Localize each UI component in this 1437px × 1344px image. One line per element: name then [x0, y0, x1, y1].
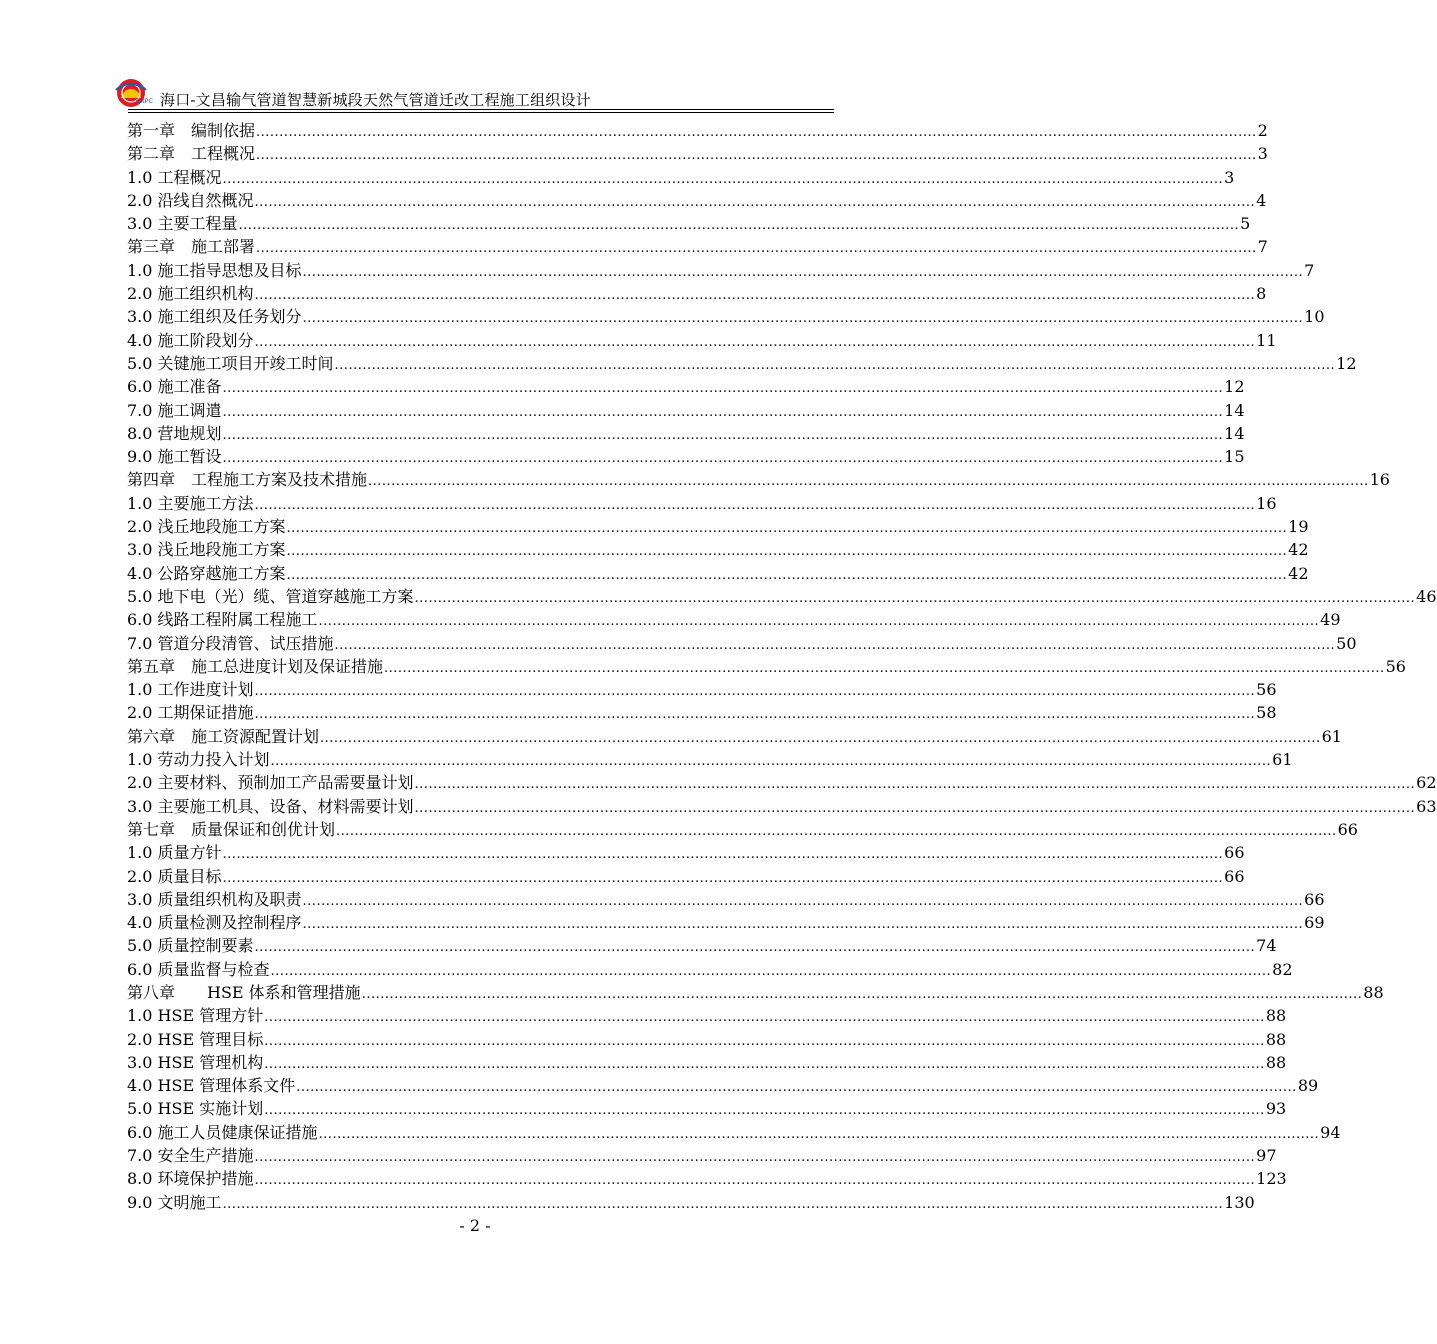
- toc-entry[interactable]: [127, 1121, 1341, 1144]
- toc-entry[interactable]: [127, 678, 1277, 701]
- toc-entry-title: 第七章 质量保证和创优计划: [127, 819, 336, 839]
- toc-dot-leader: [255, 331, 1256, 354]
- toc-entry[interactable]: [127, 468, 1390, 491]
- toc-entry-page: 62: [1416, 773, 1437, 793]
- toc-entry-title: 2.0 主要材料、预制加工产品需要量计划: [127, 773, 414, 793]
- toc-dot-leader: [296, 1076, 1297, 1099]
- toc-dot-leader: [223, 843, 1224, 866]
- toc-dot-leader: [415, 773, 1416, 796]
- toc-entry-title: 6.0 施工人员健康保证措施: [127, 1122, 318, 1142]
- toc-entry-title: 2.0 HSE 管理目标: [127, 1029, 264, 1049]
- toc-entry[interactable]: [127, 981, 1384, 1004]
- toc-entry[interactable]: [127, 1097, 1287, 1120]
- toc-entry-page: 82: [1272, 959, 1293, 979]
- toc-entry-title: 2.0 工期保证措施: [127, 703, 254, 723]
- toc-entry-page: 94: [1320, 1122, 1341, 1142]
- toc-dot-leader: [335, 354, 1336, 377]
- toc-dot-leader: [303, 261, 1304, 284]
- toc-entry-page: 88: [1265, 1052, 1287, 1072]
- cnpc-logo-icon: [112, 76, 154, 108]
- toc-entry[interactable]: [127, 259, 1315, 282]
- toc-entry[interactable]: [127, 608, 1341, 631]
- toc-entry-title: 3.0 主要施工机具、设备、材料需要计划: [127, 796, 414, 816]
- toc-entry[interactable]: [127, 632, 1357, 655]
- toc-entry-page: 66: [1304, 889, 1325, 909]
- toc-entry[interactable]: [127, 142, 1268, 165]
- toc-entry-title: 6.0 质量监督与检查: [127, 959, 270, 979]
- page-header: [112, 74, 834, 114]
- toc-entry[interactable]: [127, 445, 1245, 468]
- toc-entry-page: 8: [1256, 284, 1267, 304]
- toc-entry[interactable]: [127, 538, 1309, 561]
- toc-entry[interactable]: [127, 655, 1406, 678]
- toc-entry-title: 5.0 地下电（光）缆、管道穿越施工方案: [127, 586, 414, 606]
- toc-entry-page: 10: [1304, 307, 1325, 327]
- toc-entry[interactable]: [127, 911, 1325, 934]
- toc-entry-page: 46: [1416, 586, 1437, 606]
- toc-dot-leader: [264, 1006, 1265, 1029]
- toc-entry-page: 2: [1257, 121, 1268, 140]
- toc-entry-title: 6.0 线路工程附属工程施工: [127, 610, 318, 630]
- toc-entry[interactable]: [127, 375, 1245, 398]
- toc-entry-title: 4.0 公路穿越施工方案: [127, 563, 286, 583]
- toc-entry-page: 66: [1224, 843, 1245, 863]
- toc-dot-leader: [336, 820, 1337, 843]
- toc-entry[interactable]: [127, 282, 1267, 305]
- toc-entry-page: 7: [1304, 260, 1315, 280]
- toc-entry[interactable]: [127, 1028, 1287, 1051]
- toc-entry-page: 16: [1369, 470, 1390, 490]
- toc-entry-title: 1.0 HSE 管理方针: [127, 1006, 264, 1026]
- toc-entry-title: 第四章 工程施工方案及技术措施: [127, 470, 368, 490]
- toc-entry[interactable]: [127, 562, 1309, 585]
- toc-entry-title: 2.0 质量目标: [127, 866, 222, 886]
- toc-entry-page: 14: [1224, 400, 1245, 420]
- toc-entry[interactable]: [127, 585, 1437, 608]
- toc-entry-page: 63: [1416, 796, 1437, 816]
- toc-entry-page: 74: [1256, 936, 1277, 956]
- toc-entry-page: 49: [1320, 610, 1341, 630]
- toc-dot-leader: [303, 913, 1304, 936]
- toc-entry-title: 3.0 施工组织及任务划分: [127, 307, 302, 327]
- toc-entry-page: 56: [1256, 680, 1277, 700]
- toc-entry-title: 5.0 HSE 实施计划: [127, 1099, 264, 1119]
- toc-dot-leader: [223, 401, 1224, 424]
- toc-entry-title: 6.0 施工准备: [127, 377, 222, 397]
- toc-entry-page: 12: [1224, 377, 1245, 397]
- header-rule-thin: [128, 112, 834, 113]
- toc-entry[interactable]: [127, 934, 1277, 957]
- toc-entry-title: 8.0 营地规划: [127, 423, 222, 443]
- toc-dot-leader: [271, 750, 1272, 773]
- toc-entry-page: 88: [1265, 1006, 1287, 1026]
- toc-entry-title: 5.0 关键施工项目开竣工时间: [127, 353, 334, 373]
- toc-entry-title: 第六章 施工资源配置计划: [127, 726, 320, 746]
- toc-dot-leader: [255, 494, 1256, 517]
- toc-entry-title: 5.0 质量控制要素: [127, 936, 254, 956]
- toc-entry-page: 15: [1224, 447, 1245, 467]
- toc-entry[interactable]: [127, 235, 1268, 258]
- toc-dot-leader: [287, 540, 1288, 563]
- toc-entry[interactable]: [127, 701, 1277, 724]
- toc-entry[interactable]: [127, 305, 1325, 328]
- toc-entry-title: 3.0 主要工程量: [127, 214, 238, 234]
- toc-dot-leader: [362, 983, 1363, 1006]
- toc-entry-page: 42: [1288, 540, 1309, 560]
- toc-entry-title: 7.0 安全生产措施: [127, 1146, 254, 1166]
- toc-dot-leader: [255, 703, 1256, 726]
- toc-dot-leader: [255, 1169, 1256, 1192]
- table-of-contents: [127, 119, 1437, 1214]
- toc-entry-title: 4.0 HSE 管理体系文件: [127, 1076, 296, 1096]
- toc-entry-page: 61: [1272, 750, 1293, 770]
- toc-dot-leader: [239, 214, 1240, 237]
- toc-entry-title: 7.0 施工调遣: [127, 400, 222, 420]
- toc-entry[interactable]: [127, 212, 1251, 235]
- toc-entry-title: 3.0 浅丘地段施工方案: [127, 540, 286, 560]
- toc-entry-title: 3.0 HSE 管理机构: [127, 1052, 264, 1072]
- toc-entry-title: 2.0 沿线自然概况: [127, 190, 254, 210]
- toc-dot-leader: [303, 307, 1304, 330]
- toc-entry[interactable]: [127, 1051, 1287, 1074]
- page-number: - 2 -: [459, 1216, 491, 1235]
- toc-entry-title: 第三章 施工部署: [127, 237, 256, 257]
- toc-dot-leader: [264, 1053, 1265, 1076]
- toc-dot-leader: [255, 191, 1256, 214]
- toc-entry-title: 1.0 工作进度计划: [127, 680, 254, 700]
- toc-entry-title: 7.0 管道分段清管、试压措施: [127, 633, 334, 653]
- toc-entry-page: 97: [1256, 1146, 1277, 1166]
- toc-entry-page: 66: [1224, 866, 1245, 886]
- toc-entry-title: 3.0 质量组织机构及职责: [127, 889, 302, 909]
- toc-entry-page: 11: [1256, 330, 1277, 350]
- toc-dot-leader: [287, 564, 1288, 587]
- toc-dot-leader: [320, 727, 1321, 750]
- toc-dot-leader: [223, 1193, 1224, 1216]
- toc-entry-page: 88: [1363, 982, 1384, 1002]
- toc-entry-title: 第二章 工程概况: [127, 144, 256, 164]
- toc-dot-leader: [271, 960, 1272, 983]
- header-rule: [128, 109, 834, 110]
- toc-entry[interactable]: [127, 958, 1293, 981]
- toc-entry-page: 89: [1297, 1076, 1319, 1096]
- toc-entry[interactable]: [127, 352, 1357, 375]
- toc-dot-leader: [368, 470, 1369, 493]
- toc-entry[interactable]: [127, 888, 1325, 911]
- toc-dot-leader: [415, 797, 1416, 820]
- toc-entry-page: 61: [1321, 726, 1342, 746]
- toc-entry-title: 1.0 主要施工方法: [127, 493, 254, 513]
- toc-entry-page: 3: [1224, 167, 1235, 187]
- toc-dot-leader: [223, 447, 1224, 470]
- toc-dot-leader: [255, 936, 1256, 959]
- toc-dot-leader: [223, 424, 1224, 447]
- toc-entry-page: 7: [1257, 237, 1268, 257]
- toc-entry-title: 2.0 施工组织机构: [127, 284, 254, 304]
- toc-dot-leader: [223, 867, 1224, 890]
- toc-entry-title: 4.0 质量检测及控制程序: [127, 913, 302, 933]
- toc-entry[interactable]: [127, 492, 1277, 515]
- toc-dot-leader: [255, 284, 1256, 307]
- toc-entry[interactable]: [127, 515, 1309, 538]
- toc-entry[interactable]: [127, 119, 1268, 142]
- toc-entry-page: 42: [1288, 563, 1309, 583]
- svg-text:CNPC: CNPC: [136, 99, 154, 105]
- toc-dot-leader: [287, 517, 1288, 540]
- toc-entry-title: 1.0 施工指导思想及目标: [127, 260, 302, 280]
- toc-entry-page: 130: [1224, 1192, 1255, 1212]
- toc-entry[interactable]: [127, 1144, 1277, 1167]
- toc-entry-title: 9.0 文明施工: [127, 1192, 222, 1212]
- toc-entry-page: 93: [1265, 1099, 1287, 1119]
- toc-entry-page: 123: [1256, 1169, 1287, 1189]
- toc-dot-leader: [415, 587, 1416, 610]
- toc-entry-page: 4: [1256, 190, 1267, 210]
- toc-dot-leader: [303, 890, 1304, 913]
- toc-entry[interactable]: [127, 189, 1267, 212]
- toc-entry[interactable]: [127, 166, 1235, 189]
- toc-entry-title: 4.0 施工阶段划分: [127, 330, 254, 350]
- toc-dot-leader: [384, 657, 1385, 680]
- toc-entry-title: 1.0 工程概况: [127, 167, 222, 187]
- toc-dot-leader: [255, 1146, 1256, 1169]
- toc-entry-title: 第五章 施工总进度计划及保证措施: [127, 656, 384, 676]
- toc-entry-page: 50: [1336, 633, 1357, 653]
- toc-dot-leader: [256, 144, 1257, 167]
- toc-dot-leader: [335, 634, 1336, 657]
- toc-entry[interactable]: [127, 422, 1245, 445]
- toc-entry-title: 1.0 质量方针: [127, 843, 222, 863]
- toc-dot-leader: [264, 1099, 1265, 1122]
- toc-dot-leader: [256, 121, 1257, 144]
- toc-entry-title: 9.0 施工暂设: [127, 447, 222, 467]
- toc-entry-title: 2.0 浅丘地段施工方案: [127, 517, 286, 537]
- toc-entry-page: 14: [1224, 423, 1245, 443]
- header-title: 海口-文昌输气管道智慧新城段天然气管道迁改工程施工组织设计: [160, 91, 591, 109]
- toc-entry[interactable]: [127, 1167, 1287, 1190]
- toc-entry[interactable]: [127, 865, 1245, 888]
- toc-dot-leader: [319, 610, 1320, 633]
- toc-entry[interactable]: [127, 399, 1245, 422]
- toc-entry-page: 58: [1256, 703, 1277, 723]
- toc-entry[interactable]: [127, 1074, 1319, 1097]
- toc-entry-title: 1.0 劳动力投入计划: [127, 750, 270, 770]
- toc-entry-page: 88: [1265, 1029, 1287, 1049]
- toc-entry-page: 69: [1304, 913, 1325, 933]
- toc-entry-page: 5: [1240, 214, 1251, 234]
- toc-entry[interactable]: [127, 771, 1437, 794]
- toc-entry[interactable]: [127, 795, 1437, 818]
- toc-dot-leader: [255, 680, 1256, 703]
- toc-entry[interactable]: [127, 1191, 1255, 1214]
- toc-dot-leader: [256, 237, 1257, 260]
- toc-entry[interactable]: [127, 725, 1342, 748]
- toc-dot-leader: [223, 168, 1224, 191]
- toc-entry-page: 16: [1256, 493, 1277, 513]
- toc-entry[interactable]: [127, 748, 1293, 771]
- toc-dot-leader: [264, 1030, 1265, 1053]
- toc-entry-title: 第一章 编制依据: [127, 121, 256, 140]
- toc-dot-leader: [223, 377, 1224, 400]
- toc-entry[interactable]: [127, 841, 1245, 864]
- toc-entry-page: 12: [1336, 353, 1357, 373]
- toc-entry[interactable]: [127, 818, 1358, 841]
- toc-entry-page: 3: [1257, 144, 1268, 164]
- toc-entry[interactable]: [127, 329, 1277, 352]
- toc-dot-leader: [319, 1123, 1320, 1146]
- toc-entry-page: 56: [1385, 656, 1406, 676]
- toc-entry-title: 8.0 环境保护措施: [127, 1169, 254, 1189]
- toc-entry-page: 19: [1288, 517, 1309, 537]
- toc-entry[interactable]: [127, 1004, 1287, 1027]
- toc-entry-page: 66: [1337, 819, 1358, 839]
- toc-entry-title: 第八章 HSE 体系和管理措施: [127, 982, 361, 1002]
